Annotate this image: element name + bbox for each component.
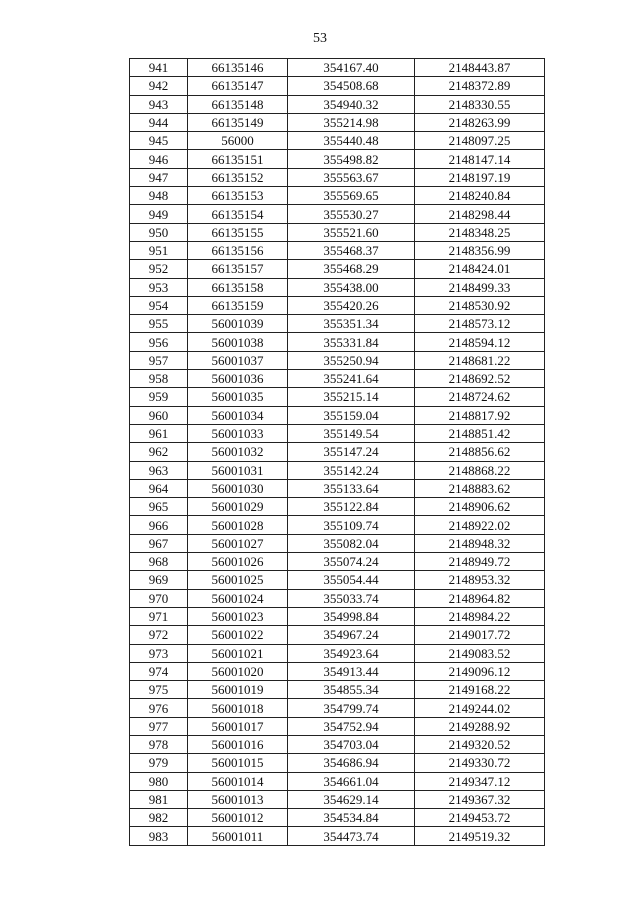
point-id-cell: 66135159 bbox=[188, 296, 288, 314]
row-number-cell: 960 bbox=[130, 406, 188, 424]
table-row bbox=[130, 351, 545, 369]
table-row bbox=[130, 59, 545, 77]
row-number-cell: 949 bbox=[130, 205, 188, 223]
x-coordinate-cell: 354940.32 bbox=[288, 95, 415, 113]
row-number-cell: 978 bbox=[130, 735, 188, 753]
y-coordinate-cell: 2148443.87 bbox=[415, 59, 545, 77]
point-id-cell: 56001026 bbox=[188, 553, 288, 571]
x-coordinate-cell: 354967.24 bbox=[288, 626, 415, 644]
row-number-cell: 943 bbox=[130, 95, 188, 113]
row-number-cell: 969 bbox=[130, 571, 188, 589]
y-coordinate-cell: 2148964.82 bbox=[415, 589, 545, 607]
y-coordinate-cell: 2148097.25 bbox=[415, 132, 545, 150]
x-coordinate-cell: 355569.65 bbox=[288, 187, 415, 205]
point-id-cell: 66135151 bbox=[188, 150, 288, 168]
row-number-cell: 958 bbox=[130, 370, 188, 388]
table-row bbox=[130, 260, 545, 278]
x-coordinate-cell: 354799.74 bbox=[288, 699, 415, 717]
y-coordinate-cell: 2148594.12 bbox=[415, 333, 545, 351]
x-coordinate-cell: 354855.34 bbox=[288, 681, 415, 699]
x-coordinate-cell: 355438.00 bbox=[288, 278, 415, 296]
point-id-cell: 56001011 bbox=[188, 827, 288, 845]
table-row bbox=[130, 735, 545, 753]
row-number-cell: 979 bbox=[130, 754, 188, 772]
x-coordinate-cell: 354752.94 bbox=[288, 717, 415, 735]
row-number-cell: 959 bbox=[130, 388, 188, 406]
point-id-cell: 56001034 bbox=[188, 406, 288, 424]
y-coordinate-cell: 2149168.22 bbox=[415, 681, 545, 699]
y-coordinate-cell: 2148953.32 bbox=[415, 571, 545, 589]
x-coordinate-cell: 355241.64 bbox=[288, 370, 415, 388]
point-id-cell: 66135149 bbox=[188, 113, 288, 131]
table-row bbox=[130, 772, 545, 790]
table-row bbox=[130, 827, 545, 845]
table-row bbox=[130, 589, 545, 607]
row-number-cell: 976 bbox=[130, 699, 188, 717]
point-id-cell: 66135156 bbox=[188, 241, 288, 259]
y-coordinate-cell: 2148197.19 bbox=[415, 168, 545, 186]
y-coordinate-cell: 2149367.32 bbox=[415, 790, 545, 808]
point-id-cell: 56001017 bbox=[188, 717, 288, 735]
y-coordinate-cell: 2148372.89 bbox=[415, 77, 545, 95]
y-coordinate-cell: 2148984.22 bbox=[415, 607, 545, 625]
point-id-cell: 56001035 bbox=[188, 388, 288, 406]
x-coordinate-cell: 355149.54 bbox=[288, 424, 415, 442]
point-id-cell: 56001028 bbox=[188, 516, 288, 534]
table-row bbox=[130, 754, 545, 772]
x-coordinate-cell: 354508.68 bbox=[288, 77, 415, 95]
point-id-cell: 56001021 bbox=[188, 644, 288, 662]
point-id-cell: 56001018 bbox=[188, 699, 288, 717]
y-coordinate-cell: 2148240.84 bbox=[415, 187, 545, 205]
table-row bbox=[130, 699, 545, 717]
table-row bbox=[130, 571, 545, 589]
y-coordinate-cell: 2148922.02 bbox=[415, 516, 545, 534]
y-coordinate-cell: 2148681.22 bbox=[415, 351, 545, 369]
x-coordinate-cell: 355521.60 bbox=[288, 223, 415, 241]
point-id-cell: 56001038 bbox=[188, 333, 288, 351]
point-id-cell: 66135152 bbox=[188, 168, 288, 186]
y-coordinate-cell: 2148499.33 bbox=[415, 278, 545, 296]
table-row bbox=[130, 534, 545, 552]
y-coordinate-cell: 2148883.62 bbox=[415, 479, 545, 497]
row-number-cell: 954 bbox=[130, 296, 188, 314]
row-number-cell: 975 bbox=[130, 681, 188, 699]
row-number-cell: 966 bbox=[130, 516, 188, 534]
point-id-cell: 66135147 bbox=[188, 77, 288, 95]
point-id-cell: 56001015 bbox=[188, 754, 288, 772]
row-number-cell: 967 bbox=[130, 534, 188, 552]
point-id-cell: 56001013 bbox=[188, 790, 288, 808]
table-row bbox=[130, 296, 545, 314]
row-number-cell: 952 bbox=[130, 260, 188, 278]
row-number-cell: 972 bbox=[130, 626, 188, 644]
table-row bbox=[130, 77, 545, 95]
x-coordinate-cell: 355215.14 bbox=[288, 388, 415, 406]
point-id-cell: 56001031 bbox=[188, 461, 288, 479]
y-coordinate-cell: 2148330.55 bbox=[415, 95, 545, 113]
row-number-cell: 963 bbox=[130, 461, 188, 479]
table-row bbox=[130, 626, 545, 644]
x-coordinate-cell: 355033.74 bbox=[288, 589, 415, 607]
row-number-cell: 946 bbox=[130, 150, 188, 168]
table-row bbox=[130, 132, 545, 150]
point-id-cell: 56001016 bbox=[188, 735, 288, 753]
point-id-cell: 66135154 bbox=[188, 205, 288, 223]
x-coordinate-cell: 355440.48 bbox=[288, 132, 415, 150]
point-id-cell: 56001033 bbox=[188, 424, 288, 442]
x-coordinate-cell: 355109.74 bbox=[288, 516, 415, 534]
x-coordinate-cell: 354686.94 bbox=[288, 754, 415, 772]
y-coordinate-cell: 2148906.62 bbox=[415, 498, 545, 516]
y-coordinate-cell: 2148724.62 bbox=[415, 388, 545, 406]
x-coordinate-cell: 355214.98 bbox=[288, 113, 415, 131]
y-coordinate-cell: 2148817.92 bbox=[415, 406, 545, 424]
x-coordinate-cell: 355159.04 bbox=[288, 406, 415, 424]
row-number-cell: 977 bbox=[130, 717, 188, 735]
row-number-cell: 973 bbox=[130, 644, 188, 662]
row-number-cell: 945 bbox=[130, 132, 188, 150]
table-row bbox=[130, 809, 545, 827]
y-coordinate-cell: 2148530.92 bbox=[415, 296, 545, 314]
table-row bbox=[130, 333, 545, 351]
y-coordinate-cell: 2148348.25 bbox=[415, 223, 545, 241]
y-coordinate-cell: 2149017.72 bbox=[415, 626, 545, 644]
table-row bbox=[130, 315, 545, 333]
x-coordinate-cell: 355082.04 bbox=[288, 534, 415, 552]
point-id-cell: 56001029 bbox=[188, 498, 288, 516]
row-number-cell: 964 bbox=[130, 479, 188, 497]
point-id-cell: 56001030 bbox=[188, 479, 288, 497]
y-coordinate-cell: 2149083.52 bbox=[415, 644, 545, 662]
row-number-cell: 961 bbox=[130, 424, 188, 442]
x-coordinate-cell: 355530.27 bbox=[288, 205, 415, 223]
x-coordinate-cell: 355420.26 bbox=[288, 296, 415, 314]
table-row bbox=[130, 241, 545, 259]
point-id-cell: 56001037 bbox=[188, 351, 288, 369]
x-coordinate-cell: 355468.29 bbox=[288, 260, 415, 278]
table-row bbox=[130, 443, 545, 461]
y-coordinate-cell: 2149453.72 bbox=[415, 809, 545, 827]
table-row bbox=[130, 113, 545, 131]
coordinates-table bbox=[129, 58, 545, 846]
x-coordinate-cell: 355122.84 bbox=[288, 498, 415, 516]
row-number-cell: 942 bbox=[130, 77, 188, 95]
row-number-cell: 955 bbox=[130, 315, 188, 333]
table-row bbox=[130, 187, 545, 205]
x-coordinate-cell: 354167.40 bbox=[288, 59, 415, 77]
point-id-cell: 66135157 bbox=[188, 260, 288, 278]
table-row bbox=[130, 607, 545, 625]
y-coordinate-cell: 2148948.32 bbox=[415, 534, 545, 552]
point-id-cell: 56001036 bbox=[188, 370, 288, 388]
table-row bbox=[130, 278, 545, 296]
point-id-cell: 56001024 bbox=[188, 589, 288, 607]
x-coordinate-cell: 354534.84 bbox=[288, 809, 415, 827]
row-number-cell: 956 bbox=[130, 333, 188, 351]
page-number: 53 bbox=[313, 31, 327, 46]
row-number-cell: 951 bbox=[130, 241, 188, 259]
y-coordinate-cell: 2148692.52 bbox=[415, 370, 545, 388]
table-row bbox=[130, 681, 545, 699]
row-number-cell: 965 bbox=[130, 498, 188, 516]
point-id-cell: 56001019 bbox=[188, 681, 288, 699]
x-coordinate-cell: 355074.24 bbox=[288, 553, 415, 571]
table-row bbox=[130, 205, 545, 223]
y-coordinate-cell: 2148424.01 bbox=[415, 260, 545, 278]
y-coordinate-cell: 2149244.02 bbox=[415, 699, 545, 717]
row-number-cell: 941 bbox=[130, 59, 188, 77]
point-id-cell: 66135155 bbox=[188, 223, 288, 241]
y-coordinate-cell: 2148263.99 bbox=[415, 113, 545, 131]
row-number-cell: 982 bbox=[130, 809, 188, 827]
row-number-cell: 970 bbox=[130, 589, 188, 607]
y-coordinate-cell: 2148147.14 bbox=[415, 150, 545, 168]
table-row bbox=[130, 461, 545, 479]
point-id-cell: 66135146 bbox=[188, 59, 288, 77]
row-number-cell: 981 bbox=[130, 790, 188, 808]
table-row bbox=[130, 95, 545, 113]
table-row bbox=[130, 644, 545, 662]
point-id-cell: 56001020 bbox=[188, 662, 288, 680]
table-row bbox=[130, 717, 545, 735]
x-coordinate-cell: 355563.67 bbox=[288, 168, 415, 186]
table-row bbox=[130, 790, 545, 808]
x-coordinate-cell: 355147.24 bbox=[288, 443, 415, 461]
table-row bbox=[130, 516, 545, 534]
point-id-cell: 56001025 bbox=[188, 571, 288, 589]
x-coordinate-cell: 354923.64 bbox=[288, 644, 415, 662]
x-coordinate-cell: 355250.94 bbox=[288, 351, 415, 369]
table-row bbox=[130, 150, 545, 168]
coordinates-table-body bbox=[130, 59, 545, 846]
y-coordinate-cell: 2148298.44 bbox=[415, 205, 545, 223]
row-number-cell: 971 bbox=[130, 607, 188, 625]
x-coordinate-cell: 355351.34 bbox=[288, 315, 415, 333]
point-id-cell: 66135158 bbox=[188, 278, 288, 296]
y-coordinate-cell: 2148868.22 bbox=[415, 461, 545, 479]
table-row bbox=[130, 553, 545, 571]
point-id-cell: 66135153 bbox=[188, 187, 288, 205]
y-coordinate-cell: 2149330.72 bbox=[415, 754, 545, 772]
y-coordinate-cell: 2149519.32 bbox=[415, 827, 545, 845]
table-row bbox=[130, 662, 545, 680]
y-coordinate-cell: 2148851.42 bbox=[415, 424, 545, 442]
table-row bbox=[130, 498, 545, 516]
table-row bbox=[130, 370, 545, 388]
table-row bbox=[130, 223, 545, 241]
row-number-cell: 944 bbox=[130, 113, 188, 131]
y-coordinate-cell: 2148856.62 bbox=[415, 443, 545, 461]
x-coordinate-cell: 355331.84 bbox=[288, 333, 415, 351]
row-number-cell: 950 bbox=[130, 223, 188, 241]
x-coordinate-cell: 355498.82 bbox=[288, 150, 415, 168]
point-id-cell: 56001014 bbox=[188, 772, 288, 790]
table-row bbox=[130, 424, 545, 442]
row-number-cell: 962 bbox=[130, 443, 188, 461]
row-number-cell: 968 bbox=[130, 553, 188, 571]
table-row bbox=[130, 168, 545, 186]
point-id-cell: 56001027 bbox=[188, 534, 288, 552]
table-row bbox=[130, 479, 545, 497]
x-coordinate-cell: 354661.04 bbox=[288, 772, 415, 790]
y-coordinate-cell: 2149096.12 bbox=[415, 662, 545, 680]
y-coordinate-cell: 2149320.52 bbox=[415, 735, 545, 753]
x-coordinate-cell: 354913.44 bbox=[288, 662, 415, 680]
y-coordinate-cell: 2149288.92 bbox=[415, 717, 545, 735]
x-coordinate-cell: 355054.44 bbox=[288, 571, 415, 589]
row-number-cell: 947 bbox=[130, 168, 188, 186]
row-number-cell: 957 bbox=[130, 351, 188, 369]
table-row bbox=[130, 388, 545, 406]
row-number-cell: 983 bbox=[130, 827, 188, 845]
x-coordinate-cell: 354629.14 bbox=[288, 790, 415, 808]
y-coordinate-cell: 2148573.12 bbox=[415, 315, 545, 333]
x-coordinate-cell: 354998.84 bbox=[288, 607, 415, 625]
row-number-cell: 953 bbox=[130, 278, 188, 296]
row-number-cell: 980 bbox=[130, 772, 188, 790]
x-coordinate-cell: 355142.24 bbox=[288, 461, 415, 479]
x-coordinate-cell: 354473.74 bbox=[288, 827, 415, 845]
table-row bbox=[130, 406, 545, 424]
x-coordinate-cell: 355133.64 bbox=[288, 479, 415, 497]
point-id-cell: 56001023 bbox=[188, 607, 288, 625]
y-coordinate-cell: 2149347.12 bbox=[415, 772, 545, 790]
y-coordinate-cell: 2148356.99 bbox=[415, 241, 545, 259]
point-id-cell: 66135148 bbox=[188, 95, 288, 113]
point-id-cell: 56001022 bbox=[188, 626, 288, 644]
point-id-cell: 56001039 bbox=[188, 315, 288, 333]
row-number-cell: 948 bbox=[130, 187, 188, 205]
y-coordinate-cell: 2148949.72 bbox=[415, 553, 545, 571]
x-coordinate-cell: 354703.04 bbox=[288, 735, 415, 753]
row-number-cell: 974 bbox=[130, 662, 188, 680]
point-id-cell: 56001012 bbox=[188, 809, 288, 827]
x-coordinate-cell: 355468.37 bbox=[288, 241, 415, 259]
point-id-cell: 56001032 bbox=[188, 443, 288, 461]
point-id-cell: 56000 bbox=[188, 132, 288, 150]
